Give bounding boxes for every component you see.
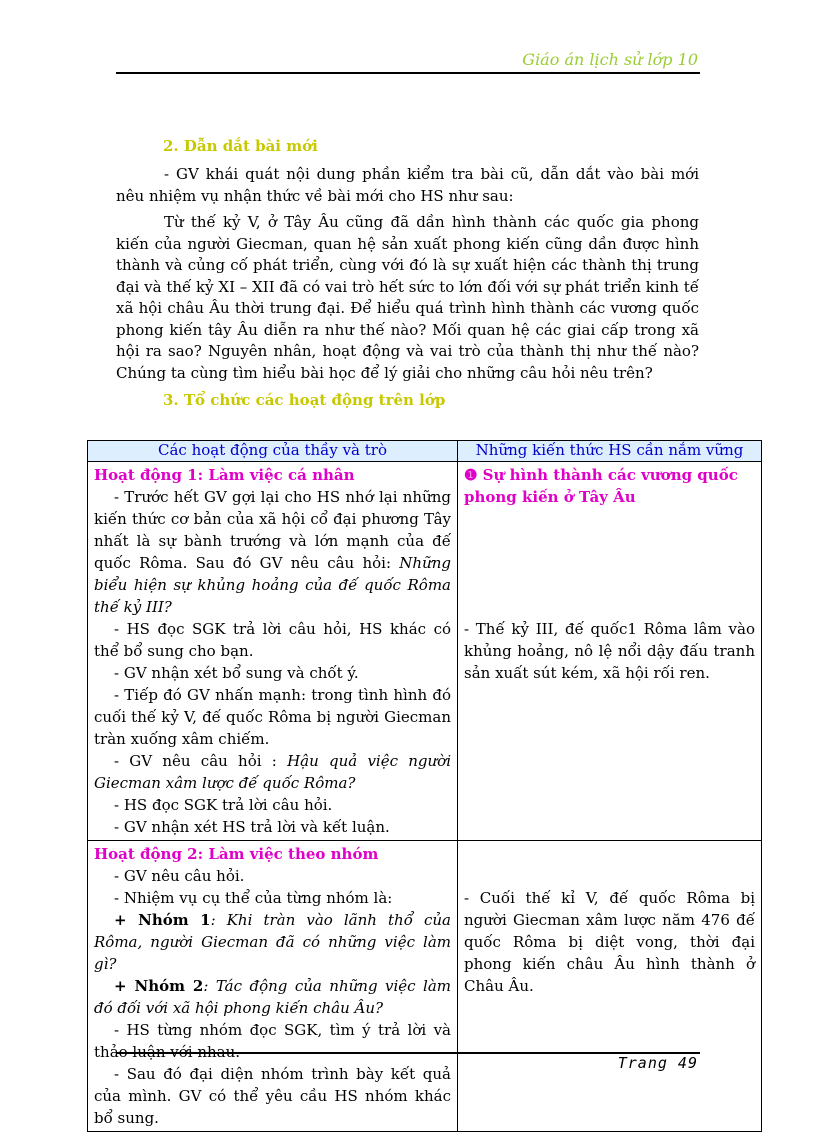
lead-in-paragraph: Từ thế kỷ V, ở Tây Âu cũng đã dần hình thành các quốc gia phong kiến của người Giecman, quan hệ sản xuất phong kiến cũng dần được hình thành và củng cố phát triển, cùng với đó là sự xuất hiện các thành thị trung đại và thế kỷ XI – XII đã có vai trò hết sức to lớn đối với sự phát triển kinh tế xã hội châu Âu thời trung đại. Để hiểu quá trình hình thành các vương quốc phong kiến tây Âu diễn ra như thế nào? Mối quan hệ các giai cấp trong xã hội ra sao? Nguyên nhân, hoạt động và vai trò của thành thị như thế nào? Chúng ta cùng tìm hiểu bài học để lý giải cho những câu hỏi nêu trên? <box>116 213 699 382</box>
table-row <box>88 462 762 841</box>
knowledge-2-text: - Cuối thế kỉ V, đế quốc Rôma bị người Giecman xâm lược năm 476 đế quốc Rôma bị diệt vong, thời đại phong kiến châu Âu hình thành ở Châu Âu. <box>464 889 755 995</box>
section-2-heading: 2. Dẫn dắt bài mới <box>163 137 318 155</box>
table-header-row <box>88 441 762 462</box>
group-2-label: + Nhóm 2 <box>114 977 204 995</box>
activity-2-cell <box>88 841 458 1132</box>
knowledge-2-cell <box>458 841 762 1132</box>
header-title: Giáo án lịch sử lớp 10 <box>522 50 698 69</box>
knowledge-1-cell <box>458 462 762 841</box>
activity-1-cell <box>88 462 458 841</box>
knowledge-1-text: - Thế kỷ III, đế quốc1 Rôma lâm vào khủng hoảng, nô lệ nổi dậy đấu tranh sản xuất sút kém, xã hội rối ren. <box>464 620 755 682</box>
activity-2-line: - HS từng nhóm đọc SGK, tìm ý trả lời và thảo luận với nhau. <box>94 1021 451 1061</box>
group-1-task: : Khi tràn vào lãnh thổ của Rôma, người Giecman đã có những việc làm gì? <box>94 911 451 973</box>
col-header-activities: Các hoạt động của thầy và trò <box>88 441 458 462</box>
activity-1-question: Những biểu hiện sự khủng hoảng của đế quốc Rôma thế kỷ III? <box>94 554 451 616</box>
activity-1-line <box>94 486 451 618</box>
activity-1-line: - HS đọc SGK trả lời câu hỏi. <box>114 796 333 814</box>
col-header-knowledge: Những kiến thức HS cần nắm vững <box>458 441 762 462</box>
footer-rule <box>116 1052 700 1054</box>
activity-2-line: - Sau đó đại diện nhóm trình bày kết quả của mình. GV có thể yêu cầu HS nhóm khác bổ sung. <box>94 1065 451 1127</box>
activity-2-title: Hoạt động 2: Làm việc theo nhóm <box>94 845 379 863</box>
activity-2-line: - Nhiệm vụ cụ thể của từng nhóm là: <box>114 889 393 907</box>
group-2-task: : Tác động của những việc làm đó đối với xã hội phong kiến châu Âu? <box>94 977 451 1017</box>
knowledge-1-heading: ❶ Sự hình thành các vương quốc phong kiến ở Tây Âu <box>464 466 738 506</box>
activity-1-line: - Tiếp đó GV nhấn mạnh: trong tình hình đó cuối thế kỷ V, đế quốc Rôma bị người Giecman tràn xuống xâm chiếm. <box>94 686 451 748</box>
activity-1-title: Hoạt động 1: Làm việc cá nhân <box>94 466 355 484</box>
activity-2-line <box>94 909 451 975</box>
table-row <box>88 841 762 1132</box>
activity-1-question: Hậu quả việc người Giecman xâm lược đế quốc Rôma? <box>94 752 451 792</box>
header-rule <box>116 72 700 74</box>
activity-1-line: - HS đọc SGK trả lời câu hỏi, HS khác có thể bổ sung cho bạn. <box>94 620 451 660</box>
activity-1-line: - GV nhận xét bổ sung và chốt ý. <box>114 664 359 682</box>
activity-1-text: - GV nêu câu hỏi : <box>114 752 288 770</box>
intro-paragraph: - GV khái quát nội dung phần kiểm tra bài cũ, dẫn dắt vào bài mới nêu nhiệm vụ nhận thức về bài mới cho HS như sau: <box>116 165 699 205</box>
section-3-heading: 3. Tổ chức các hoạt động trên lớp <box>163 391 446 409</box>
activity-1-text: - Trước hết GV gợi lại cho HS nhớ lại những kiến thức cơ bản của xã hội cổ đại phương Tây nhất là sự bành trướng và lớn mạnh của đế quốc Rôma. Sau đó GV nêu câu hỏi: <box>94 488 451 572</box>
activity-1-line: - GV nhận xét HS trả lời và kết luận. <box>114 818 390 836</box>
activity-2-line <box>94 975 451 1019</box>
page-number: Trang 49 <box>617 1054 698 1072</box>
group-1-label: + Nhóm 1 <box>114 911 211 929</box>
activities-table <box>87 440 762 1132</box>
activity-1-line <box>94 750 451 794</box>
activity-2-line: - GV nêu câu hỏi. <box>114 867 245 885</box>
